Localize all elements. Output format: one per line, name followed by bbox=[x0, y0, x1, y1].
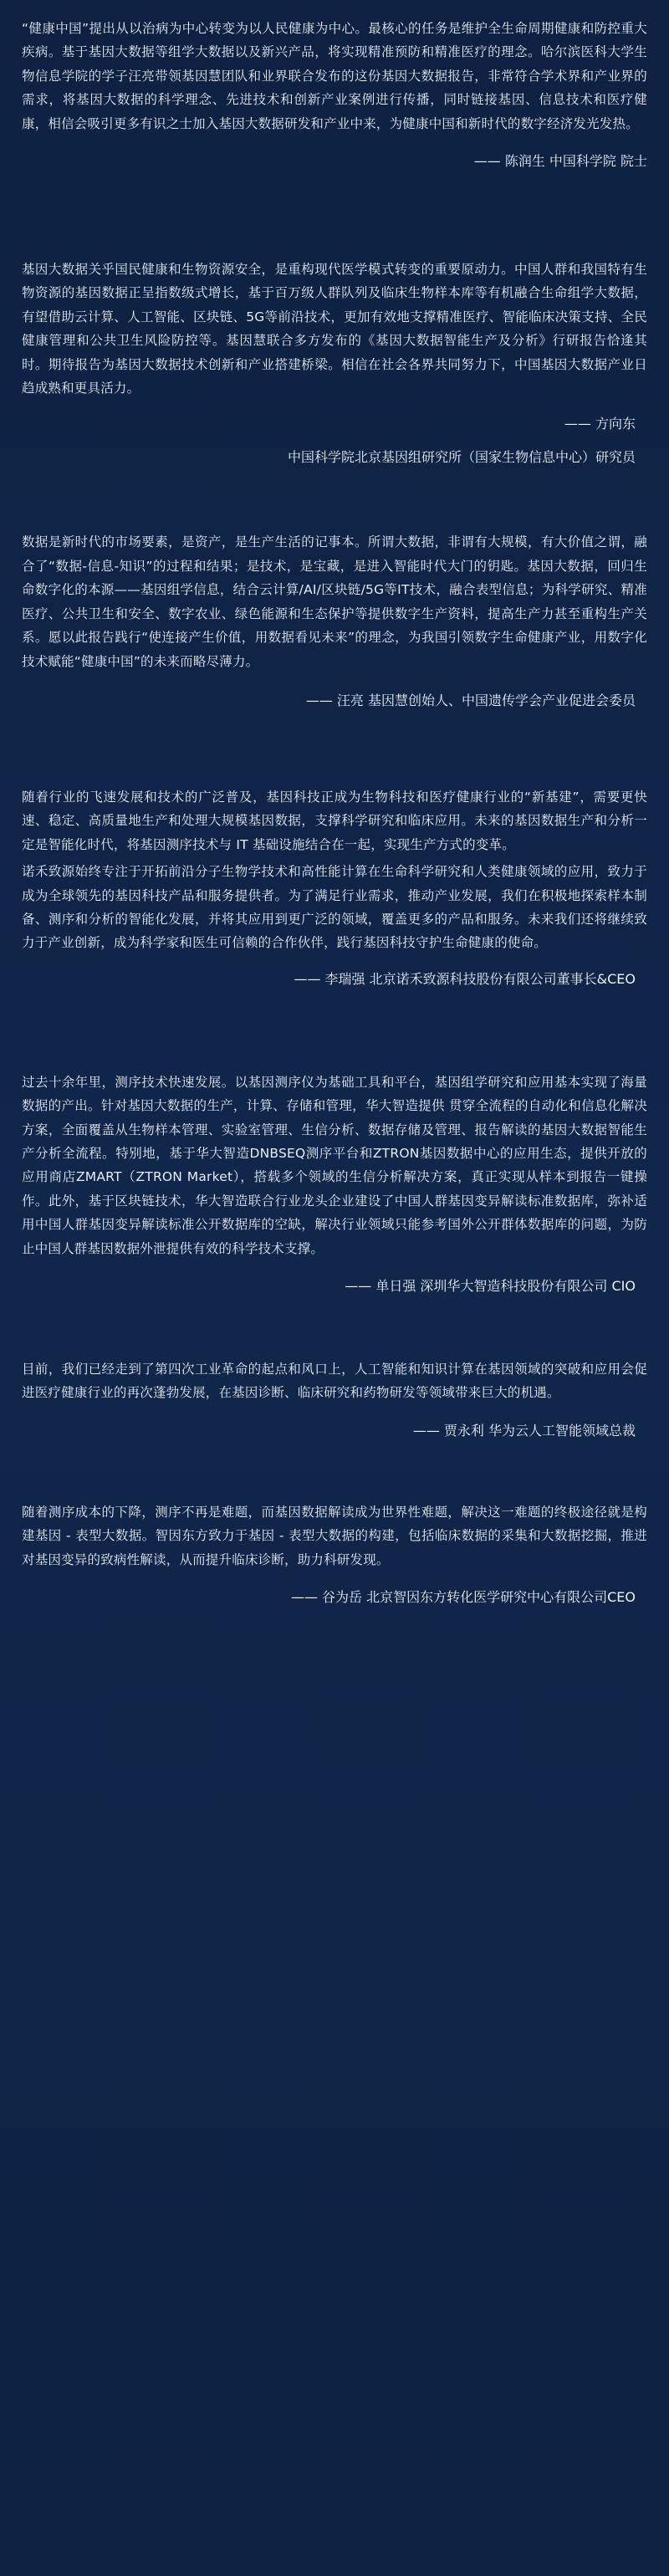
quote-attribution: —— 单日强 深圳华大智造科技股份有限公司 CIO bbox=[345, 1278, 636, 1294]
quote-fang-xiangdong bbox=[22, 258, 647, 468]
quote-li-ruiqiang bbox=[22, 785, 647, 990]
quote-paragraph: 目前，我们已经走到了第四次工业革命的起点和风口上，人工智能和知识计算在基因领域的突破和应用会促进医疗健康行业的再次蓬勃发展，在基因诊断、临床研究和药物研发等领域带来巨大的机遇。 bbox=[22, 1362, 647, 1401]
quote-paragraph: 随着测序成本的下降，测序不再是难题，而基因数据解读成为世界性难题，解决这一难题的终极途径就是构建基因 - 表型大数据。智因东方致力于基因 - 表型大数据的构建，包括临床数据的采集和大数据挖掘，推进对基因变异的致病性解读，从而提升临床诊断，助力科研发现。 bbox=[22, 1504, 647, 1567]
quote-attribution: —— 贾永利 华为云人工智能领域总裁 bbox=[412, 1422, 636, 1439]
quote-paragraph: 诺禾致源始终专注于开拓前沿分子生物学技术和高性能计算在生命科学研究和人类健康领域的应用，致力于成为全球领先的基因科技产品和服务提供者。为了满足行业需求，推动产业发展，我们在积极地探索样本制备、测序和分析的智能化发展，并将其应用到更广泛的领域，覆盖更多的产品和服务。未来我们还将继续致力于产业创新，成为科学家和医生可信赖的合作伙伴，践行基因科技守护生命健康的使命。 bbox=[22, 864, 647, 951]
quote-wang-liang bbox=[22, 530, 647, 711]
quote-attribution: —— 谷为岳 北京智因东方转化医学研究中心有限公司CEO bbox=[290, 1589, 636, 1606]
quote-paragraph: 基因大数据关乎国民健康和生物资源安全，是重构现代医学模式转变的重要原动力。中国人群和我国特有生物资源的基因数据正呈指数级式增长，基于百万级人群队列及临床生物样本库等有机融合生命组学大数据，有望借助云计算、人工智能、区块链、5G等前沿技术，更加有效地支撑精准医疗、智能临床决策支持、全民健康管理和公共卫生风险防控等。基因慧联合多方发布的《基因大数据智能生产及分析》行研报告恰逢其时。期待报告为基因大数据技术创新和产业搭建桥梁。相信在社会各界共同努力下，中国基因大数据产业日趋成熟和更具活力。 bbox=[22, 262, 647, 396]
quote-jia-yongli bbox=[22, 1357, 647, 1442]
quote-paragraph: 过去十余年里，测序技术快速发展。以基因测序仪为基础工具和平台，基因组学研究和应用基本实现了海量数据的产出。针对基因大数据的生产，计算、存储和管理，华大智造提供 贯穿全流程的自动化和信息化解决方案，全面覆盖从生物样本管理、实验室管理、生信分析、数据存储及管理、报告解读的基因大数据智能生产分析全流程。特别地，基于华大智造DNBSEQ测序平台和ZTRON基因数据中心的应用生态，提供开放的应用商店ZMART（ZTRON Market），搭载多个领域的生信分析解决方案，真正实现从样本到报告一键操作。此外，基于区块链技术，华大智造联合行业龙头企业建设了中国人群基因变异解读标准数据库，弥补适用中国人群基因变异解读标准公开数据库的空缺，解决行业领域只能参考国外公开群体数据库的问题，为防止中国人群基因数据外泄提供有效的科学技术支撑。 bbox=[22, 1074, 647, 1256]
quote-attribution: —— 方向东 bbox=[564, 416, 636, 432]
quote-shan-riqiang bbox=[22, 1071, 647, 1297]
quote-attribution: —— 李瑞强 北京诺禾致源科技股份有限公司董事长&CEO bbox=[294, 970, 636, 987]
quote-paragraph: “健康中国”提出从以治病为中心转变为以人民健康为中心。最核心的任务是维护全生命周期健康和防控重大疾病。基于基因大数据等组学大数据以及新兴产品，将实现精准预防和精准医疗的理念。哈尔滨医科大学生物信息学院的学子汪亮带领基因慧团队和业界联合发布的这份基因大数据报告，非常符合学术界和产业界的需求，将基因大数据的科学理念、先进技术和创新产业案例进行传播，同时链接基因、信息技术和医疗健康，相信会吸引更多有识之士加入基因大数据研发和产业中来，为健康中国和新时代的数字经济发光发热。 bbox=[22, 21, 647, 131]
quote-chen-runsheng bbox=[22, 17, 647, 172]
quote-paragraph: 随着行业的飞速发展和技术的广泛普及，基因科技正成为生物科技和医疗健康行业的“新基建”，需要更快速、稳定、高质量地生产和处理大规模基因数据，支撑科学研究和临床应用。未来的基因数据生产和分析一定是智能化时代，将基因测序技术与 IT 基础设施结合在一起，实现生产方式的变革。 bbox=[22, 789, 647, 852]
quote-organization: 中国科学院北京基因组研究所（国家生物信息中心）研究员 bbox=[287, 449, 636, 466]
quote-paragraph: 数据是新时代的市场要素，是资产，是生产生活的记事本。所谓大数据，非谓有大规模，有大价值之谓，融合了“数据-信息-知识”的过程和结果；是技术，是宝藏，是进入智能时代大门的钥匙。基因大数据，回归生命数字化的本源——基因组学信息，结合云计算/AI/区块链/5G等IT技术，融合表型信息；为科学研究、精准医疗、公共卫生和安全、数字农业、绿色能源和生态保护等提供数字生产资料，提高生产力甚至重构生产关系。愿以此报告践行“使连接产生价值，用数据看见未来”的理念，为我国引领数字生命健康产业，用数字化技术赋能“健康中国”的未来而略尽薄力。 bbox=[22, 534, 647, 669]
quote-attribution: —— 陈润生 中国科学院 院士 bbox=[473, 153, 647, 170]
quote-gu-weiyue bbox=[22, 1500, 647, 1608]
quote-attribution: —— 汪亮 基因慧创始人、中国遗传学会产业促进会委员 bbox=[305, 692, 636, 708]
